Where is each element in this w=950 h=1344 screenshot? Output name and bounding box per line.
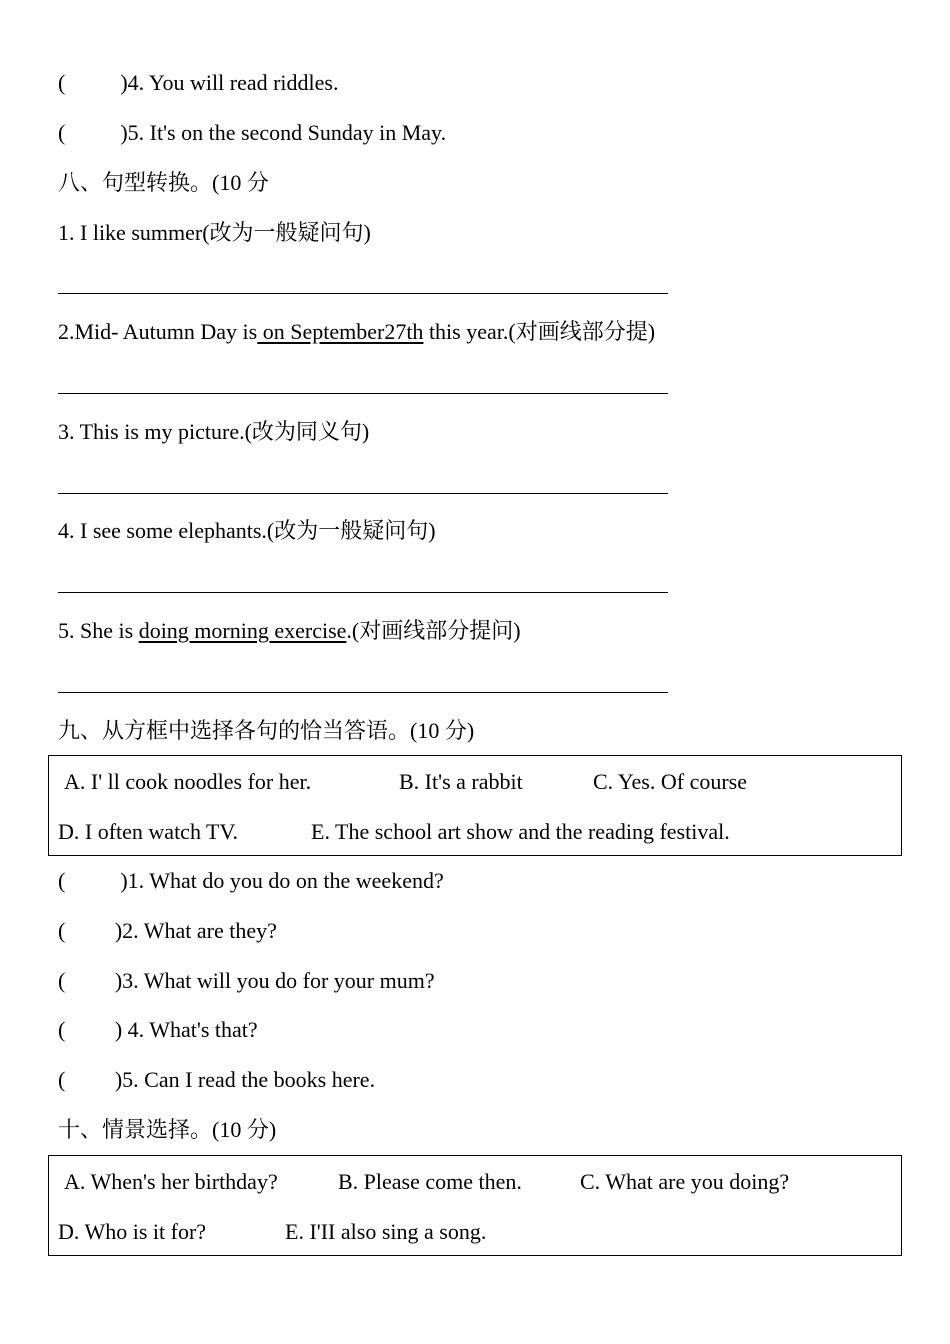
option-10-b: B. Please come then. [338,1169,522,1194]
question-8-2-tail: this year.(对画线部分提) [423,319,656,344]
question-7-4: ( )4. You will read riddles. [58,70,339,95]
option-9-c: C. Yes. Of course [593,769,747,794]
question-8-5-tail: .(对画线部分提问) [346,618,521,643]
question-9-1: ( )1. What do you do on the weekend? [58,868,444,893]
question-9-5: ( )5. Can I read the books here. [58,1067,376,1092]
question-8-1: 1. I like summer(改为一般疑问句) [58,220,371,245]
section-9-heading: 九、从方框中选择各句的恰当答语。(10 分) [58,718,475,743]
question-8-2 [58,319,655,345]
answer-line-8-1[interactable] [58,293,668,294]
option-10-a: A. When's her birthday? [64,1169,278,1194]
option-10-e: E. I'II also sing a song. [285,1219,487,1244]
question-8-2-text: 2.Mid- Autumn Day is [58,319,258,344]
option-10-c: C. What are you doing? [580,1169,790,1194]
question-9-3: ( )3. What will you do for your mum? [58,968,435,993]
option-10-d: D. Who is it for? [58,1219,207,1244]
section-8-heading: 八、句型转换。(10 分 [58,170,269,195]
question-9-2: ( )2. What are they? [58,918,277,943]
option-9-d: D. I often watch TV. [58,819,239,844]
question-9-4: ( ) 4. What's that? [58,1017,258,1042]
options-box-9 [48,755,902,856]
question-8-2-underlined: on September27th [257,319,424,344]
question-8-5 [58,618,521,644]
answer-line-8-5[interactable] [58,692,668,693]
options-box-10 [48,1155,902,1256]
question-8-4: 4. I see some elephants.(改为一般疑问句) [58,518,436,543]
question-8-3: 3. This is my picture.(改为同义句) [58,419,370,444]
option-9-a: A. I' ll cook noodles for her. [64,769,312,794]
question-8-5-text: 5. She is [58,618,139,643]
section-10-heading: 十、情景选择。(10 分) [58,1117,277,1142]
option-9-b: B. It's a rabbit [399,769,523,794]
answer-line-8-4[interactable] [58,592,668,593]
answer-line-8-3[interactable] [58,493,668,494]
option-9-e: E. The school art show and the reading festival. [311,819,730,844]
answer-line-8-2[interactable] [58,393,668,394]
question-8-5-underlined: doing morning exercise [138,618,347,643]
question-7-5: ( )5. It's on the second Sunday in May. [58,120,447,145]
